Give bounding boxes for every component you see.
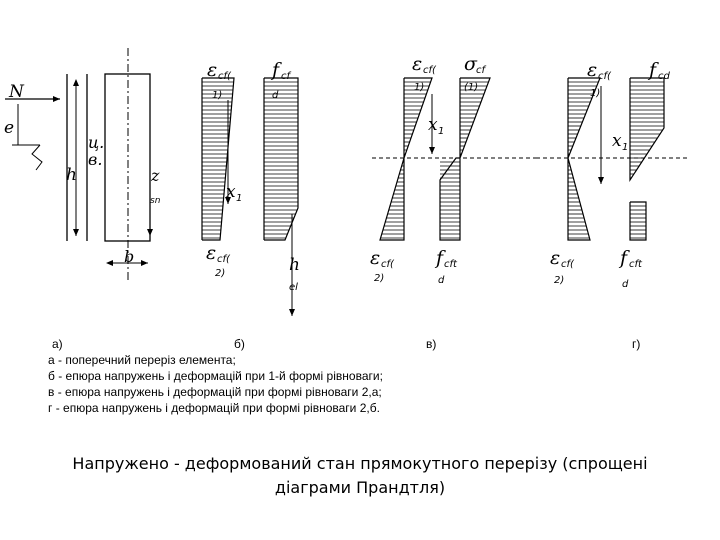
svg-text:cft: cft [629,259,642,270]
sigma-top-c: σ [464,53,477,75]
svg-text:cf(: cf( [217,254,230,265]
svg-text:cd: cd [658,71,670,82]
centroid-mark-2: в. [88,150,103,169]
strain-hatching-b [202,82,234,238]
eps-top-b: ε [207,59,218,81]
svg-text:1): 1) [590,88,601,99]
legend-line-d: г - епюра напружень і деформацій при формі рівноваги 2,б. [48,401,380,415]
caption-line-2: діаграми Прандтля) [274,478,446,497]
svg-text:d: d [438,275,445,286]
svg-text:cf: cf [476,65,486,76]
subfigure-labels [48,336,658,352]
f-top-b: f [272,59,280,81]
label-d: г) [632,337,641,351]
svg-text:cft: cft [444,259,457,270]
eps-bottom-b: ε [206,242,217,264]
svg-text:2): 2) [374,273,385,284]
diagram-d [536,59,690,290]
svg-text:2): 2) [554,275,565,286]
eps-bottom-c: ε [370,247,381,269]
svg-text:2): 2) [215,268,226,279]
z-subscript: sn [150,196,161,206]
svg-text:cf(: cf( [218,71,231,82]
diagram-c [370,53,540,286]
f-bottom-c: f [436,247,444,269]
label-c: в) [426,337,437,351]
svg-text:cf: cf [281,71,291,82]
label-a: а) [52,337,63,351]
f-top-d: f [649,59,657,81]
stress-diagram-d [630,78,664,180]
x1-label-d: x [612,131,622,151]
stress-hatching-c [440,82,489,238]
force-n-label: N [9,82,24,102]
svg-text:cf(: cf( [381,259,394,270]
svg-text:d: d [622,279,629,290]
h-label-b: h [289,255,300,275]
svg-text:d: d [272,90,279,101]
svg-text:1: 1 [622,142,629,153]
legend [48,336,658,416]
figure-caption [40,452,680,500]
svg-text:(1): (1) [464,82,479,93]
eps-top-c: ε [412,53,423,75]
svg-text:1: 1 [236,193,243,204]
stress-hatching-b [264,82,298,238]
caption-line-1: Напружено - деформований стан прямокутного перерізу (спрощені [72,454,648,473]
svg-text:el: el [289,282,298,293]
z-label: z [151,166,160,185]
svg-text:1): 1) [414,82,425,93]
label-b: б) [234,337,245,351]
f-bottom-d: f [620,247,628,269]
height-label: h [66,165,77,185]
svg-text:cf(: cf( [561,259,574,270]
legend-line-b: б - епюра напружень і деформацій при 1-й формі рівноваги; [48,369,383,383]
eps-bottom-d: ε [550,247,561,269]
legend-line-c: в - епюра напружень і деформацій при формі рівноваги 2,а; [48,385,382,399]
width-label: b [124,247,135,266]
break-mark [32,145,42,170]
centroid-mark-1: ц. [88,133,105,152]
eccentricity-label: e [4,118,15,138]
x1-label-b: x [226,182,236,202]
eps-top-d: ε [587,59,598,81]
svg-text:cf(: cf( [423,65,436,76]
strain-hatching-c [381,82,431,238]
legend-line-a: а - поперечний переріз елемента; [48,353,236,367]
svg-text:cf(: cf( [598,71,611,82]
svg-text:1: 1 [438,126,445,137]
svg-text:1): 1) [212,90,223,101]
cross-section [4,48,161,280]
x1-label-c: x [428,115,438,135]
stress-hatching-d [630,82,664,238]
diagram-b [202,59,300,316]
